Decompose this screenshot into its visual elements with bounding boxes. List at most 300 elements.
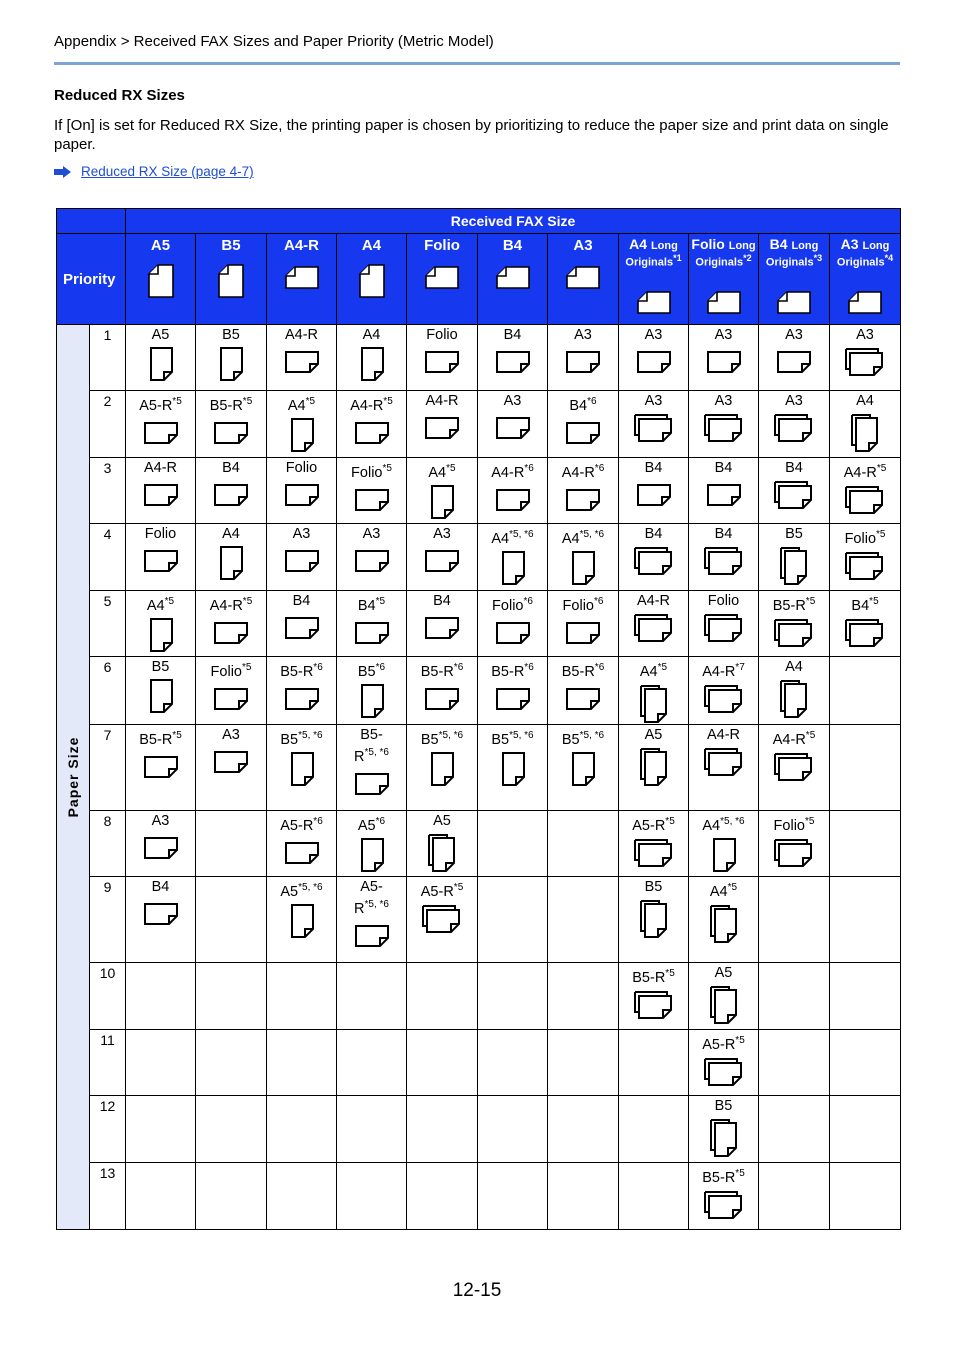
stacked-landscape-sheets-icon (633, 838, 675, 868)
paper-size-cell (337, 876, 407, 962)
size-name: A3 (714, 327, 733, 343)
paper-size-label (830, 327, 900, 344)
paper-size-cell (126, 391, 196, 458)
header-icon-wrap (337, 264, 406, 298)
paper-size-cell (407, 1029, 478, 1095)
footnote-mark: *5 (446, 463, 456, 474)
paper-size-cell (478, 1095, 548, 1162)
size-name: Folio (351, 464, 383, 481)
stacked-landscape-sheets-icon (703, 684, 745, 714)
received-fax-size-header: Received FAX Size (126, 209, 901, 234)
size-name: A5 (714, 964, 733, 981)
size-name: A3 (222, 726, 240, 743)
header-icon-wrap (759, 289, 829, 315)
footnote-mark: *6 (524, 463, 534, 474)
paper-size-cell (830, 1095, 901, 1162)
paper-size-cell (126, 325, 196, 391)
paper-size-label (267, 327, 336, 344)
paper-icon-wrap (689, 904, 758, 944)
paper-icon-wrap (759, 546, 829, 586)
paper-size-label (196, 327, 266, 344)
spacer (548, 256, 618, 264)
paper-size-cell (830, 657, 901, 725)
paper-icon-wrap (337, 684, 406, 718)
paper-size-label (689, 1098, 758, 1115)
footnote-mark: *6 (594, 463, 605, 474)
size-name: B4 (569, 397, 588, 414)
paper-size-label (478, 526, 547, 548)
paper-size-label (689, 593, 758, 610)
portrait-sheet-icon (500, 752, 526, 786)
stacked-landscape-sheets-icon (773, 752, 815, 782)
paper-size-cell (337, 1095, 407, 1162)
size-name-rest: R (354, 900, 365, 917)
paper-size-cell (478, 591, 548, 657)
paper-size-cell (689, 876, 759, 962)
landscape-sheet-icon (284, 838, 320, 864)
footnote-mark: *5 (735, 1034, 745, 1046)
originals-line (830, 253, 900, 269)
paper-size-cell (619, 657, 689, 725)
size-name: B5-R (772, 597, 806, 614)
footnote-mark: *6 (313, 662, 323, 673)
priority-number: 12 (90, 1095, 126, 1162)
paper-icon-wrap (478, 413, 547, 439)
landscape-sheet-icon (143, 418, 179, 444)
paper-size-cell (337, 1162, 407, 1229)
paper-icon-wrap (196, 480, 266, 506)
paper-size-label (548, 393, 618, 415)
paper-size-label: Paper Size (65, 736, 81, 818)
table-row (57, 391, 901, 458)
long-originals-label (619, 234, 688, 289)
paper-size-cell (196, 657, 267, 725)
paper-size-label (548, 593, 618, 615)
paper-icon-wrap (267, 838, 336, 864)
landscape-sheet-icon (143, 546, 179, 572)
paper-size-cell (689, 962, 759, 1029)
paper-size-cell (759, 1029, 830, 1095)
size-name: A3 (644, 393, 663, 409)
paper-size-cell (126, 876, 196, 962)
landscape-sheet-icon (565, 418, 601, 444)
footnote-mark: *5, *6 (509, 729, 534, 741)
paper-size-label (267, 659, 336, 681)
size-name: A3 (433, 526, 451, 542)
portrait-sheet-icon (359, 347, 385, 381)
paper-size-label (619, 813, 688, 835)
footnote-mark: *5 (383, 396, 393, 407)
paper-icon-wrap (689, 747, 758, 777)
paper-size-label (337, 727, 406, 766)
reference-link-row (54, 164, 254, 179)
paper-icon-wrap (689, 1118, 758, 1158)
footnote-mark: *5 (665, 815, 675, 827)
size-name: A3 (856, 327, 874, 343)
paper-size-cell (830, 391, 901, 458)
landscape-sheet-icon (354, 618, 390, 644)
paper-size-cell (548, 1095, 619, 1162)
table-row (57, 524, 901, 591)
landscape-sheet-icon (213, 747, 249, 773)
paper-size-cell (478, 724, 548, 810)
paper-size-label (619, 460, 688, 477)
stacked-portrait-sheets-icon (707, 904, 741, 944)
size-name: A4-R (636, 593, 671, 609)
paper-size-label (196, 526, 266, 543)
size-name: A5-R (702, 1036, 736, 1053)
size-name: B4 (433, 593, 451, 609)
paper-size-cell (619, 1162, 689, 1229)
paper-size-label (337, 593, 406, 615)
paper-size-cell (126, 724, 196, 810)
stacked-portrait-sheets-icon (637, 747, 671, 787)
paper-size-label (196, 393, 266, 415)
paper-size-cell (407, 325, 478, 391)
landscape-sheet-icon (284, 613, 320, 639)
paper-icon-wrap (407, 485, 477, 519)
paper-size-label (478, 393, 547, 410)
priority-number: 13 (90, 1162, 126, 1229)
paper-size-label (337, 879, 406, 918)
portrait-sheet-icon (289, 752, 315, 786)
stacked-landscape-sheets-icon (844, 347, 886, 377)
page-number: 12-15 (452, 1280, 502, 1301)
paper-size-label (689, 965, 758, 982)
paper-size-label (478, 327, 547, 344)
priority-number: 10 (90, 962, 126, 1029)
size-name: A3 (503, 393, 522, 409)
size-name: A5 (433, 812, 451, 829)
paper-size-cell (126, 1162, 196, 1229)
paper-icon-wrap (619, 413, 688, 443)
paper-size-label (407, 593, 477, 610)
size-name: B5 (491, 731, 510, 748)
size-name: B5 (714, 1097, 733, 1114)
priority-number: 3 (90, 458, 126, 524)
paper-size-label (759, 526, 829, 543)
paper-size-label (619, 526, 688, 543)
paper-size-cell (689, 1095, 759, 1162)
stacked-portrait-sheets-icon (707, 1118, 741, 1158)
footnote-mark: *5, *6 (579, 529, 605, 540)
paper-size-cell (689, 458, 759, 524)
landscape-sheet-icon (776, 289, 812, 315)
paper-size-cell (548, 458, 619, 524)
stacked-portrait-sheets-icon (707, 985, 741, 1025)
size-name: A4-R (425, 393, 459, 409)
paper-icon-wrap (689, 1190, 758, 1220)
paper-size-cell (830, 1029, 901, 1095)
paper-size-cell (689, 657, 759, 725)
column-size-name (759, 237, 829, 253)
paper-size-cell (759, 391, 830, 458)
paper-size-cell (689, 524, 759, 591)
paper-size-label (689, 460, 758, 477)
paper-size-label (548, 526, 618, 548)
landscape-sheet-icon (354, 485, 390, 511)
paper-icon-wrap (337, 769, 406, 795)
paper-size-cell (548, 1162, 619, 1229)
landscape-sheet-icon (143, 480, 179, 506)
paper-icon-wrap (619, 347, 688, 373)
paper-icon-wrap (478, 752, 547, 786)
size-name: B5 (420, 731, 439, 748)
paper-size-label (619, 659, 688, 681)
portrait-sheet-icon (218, 347, 244, 381)
paper-size-label (337, 813, 406, 835)
paper-icon-wrap (126, 833, 195, 859)
long-word: Long (791, 240, 819, 252)
header-icon-wrap (548, 264, 618, 290)
paper-icon-wrap (196, 347, 266, 381)
portrait-sheet-icon (570, 551, 596, 585)
landscape-sheet-icon (213, 684, 249, 710)
column-size-name (689, 237, 758, 253)
paper-size-cell (830, 1162, 901, 1229)
footnote-mark: *5 (241, 662, 252, 673)
size-name: Folio (691, 236, 725, 252)
stacked-landscape-sheets-icon (844, 551, 886, 581)
column-size-name (619, 237, 688, 253)
paper-icon-wrap (337, 546, 406, 572)
paper-size-cell (759, 724, 830, 810)
footnote-mark: *5 (172, 396, 182, 407)
portrait-sheet-icon (429, 752, 455, 786)
paper-size-label (407, 327, 477, 344)
size-name: A3 (574, 327, 592, 343)
table-row (57, 657, 901, 725)
paper-icon-wrap (759, 679, 829, 719)
paper-icon-wrap (196, 747, 266, 773)
paper-size-label (548, 460, 618, 482)
fax-size-column-header (619, 234, 689, 325)
size-name: Folio (492, 597, 524, 614)
priority-number: 4 (90, 524, 126, 591)
stacked-landscape-sheets-icon (703, 546, 745, 576)
size-name: A4 (639, 663, 658, 680)
size-name: A5 (357, 817, 376, 834)
paper-icon-wrap (830, 551, 900, 581)
paper-icon-wrap (126, 418, 195, 444)
paper-size-label (267, 879, 336, 901)
landscape-sheet-icon (495, 618, 531, 644)
paper-icon-wrap (407, 413, 477, 439)
paper-icon-wrap (126, 899, 195, 925)
footnote-mark: *7 (735, 662, 745, 673)
landscape-sheet-icon (636, 480, 672, 506)
paper-icon-wrap (267, 480, 336, 506)
paper-size-label (267, 593, 336, 610)
paper-size-cell (689, 591, 759, 657)
paper-size-cell (548, 810, 619, 876)
stacked-landscape-sheets-icon (773, 413, 815, 443)
paper-size-cell (689, 1029, 759, 1095)
size-name: A4-R (772, 731, 806, 748)
corner-cell (57, 209, 126, 234)
originals-line (689, 253, 758, 269)
footnote-mark: *5 (164, 596, 175, 607)
portrait-sheet-icon (218, 546, 244, 580)
paper-icon-wrap (407, 347, 477, 373)
column-size-name: A5 (150, 237, 171, 254)
received-fax-size-table (56, 208, 901, 1230)
paper-size-label (548, 659, 618, 681)
size-name: A3 (785, 393, 803, 409)
stacked-landscape-sheets-icon (633, 413, 675, 443)
size-name: Folio (210, 663, 242, 680)
size-name: A4-R (702, 663, 736, 680)
paper-icon-wrap (407, 546, 477, 572)
paper-size-label (689, 393, 758, 410)
size-name: B4 (503, 327, 522, 343)
footnote-mark: *5, *6 (364, 898, 389, 910)
size-name: B4 (292, 593, 311, 609)
paper-size-cell (619, 724, 689, 810)
paper-icon-wrap (689, 985, 758, 1025)
paper-size-cell (619, 591, 689, 657)
paper-size-label (407, 460, 477, 482)
paper-size-label (619, 965, 688, 987)
paper-size-cell (548, 325, 619, 391)
reduced-rx-size-link[interactable]: Reduced RX Size (page 4-7) (81, 164, 254, 179)
landscape-sheet-icon (354, 769, 390, 795)
paper-size-cell (830, 458, 901, 524)
size-name: A4 (491, 530, 510, 547)
size-name: A3 (292, 526, 311, 542)
paper-size-label (689, 526, 758, 543)
landscape-sheet-icon (213, 480, 249, 506)
paper-size-label (267, 526, 336, 543)
paper-icon-wrap (689, 347, 758, 373)
paper-size-label (759, 813, 829, 835)
paper-size-label (337, 327, 406, 344)
paper-icon-wrap (126, 679, 195, 713)
paper-size-cell (619, 810, 689, 876)
originals-word: Originals (625, 256, 674, 269)
paper-icon-wrap (689, 1057, 758, 1087)
size-name: Folio (426, 327, 458, 343)
header-icon-wrap (196, 264, 266, 298)
landscape-sheet-icon (213, 418, 249, 444)
footnote-mark: *5 (876, 529, 886, 540)
paper-size-cell (267, 1162, 337, 1229)
size-name: A4 (287, 397, 306, 414)
paper-size-label (830, 526, 900, 548)
paper-size-cell (478, 391, 548, 458)
paper-icon-wrap (126, 347, 195, 381)
header-icon-wrap (830, 289, 900, 315)
paper-icon-wrap (548, 752, 618, 786)
paper-icon-wrap (267, 347, 336, 373)
paper-size-cell (689, 1162, 759, 1229)
portrait-sheet-icon (570, 752, 596, 786)
size-name: A4-R (143, 460, 178, 476)
paper-size-cell (619, 524, 689, 591)
long-word: Long (728, 240, 756, 252)
paper-icon-wrap (337, 347, 406, 381)
size-name: A3 (714, 393, 733, 409)
long-originals-label (689, 234, 758, 289)
paper-icon-wrap (337, 618, 406, 644)
stacked-portrait-sheets-icon (637, 899, 671, 939)
size-name: Folio (773, 817, 805, 834)
footnote-mark: *5 (172, 729, 182, 741)
paper-size-cell (337, 724, 407, 810)
table-row (57, 1162, 901, 1229)
paper-size-cell (196, 810, 267, 876)
size-name: B5-R (420, 663, 454, 680)
size-name: B5 (561, 731, 580, 748)
paper-size-label (759, 460, 829, 477)
footnote-mark: *2 (743, 253, 752, 263)
size-name: B5-R (139, 731, 173, 748)
paper-icon-wrap (407, 833, 477, 873)
paper-icon-wrap (196, 418, 266, 444)
size-name: B4 (644, 460, 663, 476)
column-size-name: A4 (361, 237, 382, 254)
paper-size-cell (478, 1162, 548, 1229)
paper-icon-wrap (407, 613, 477, 639)
priority-number: 7 (90, 724, 126, 810)
paper-size-cell (337, 657, 407, 725)
paper-icon-wrap (619, 747, 688, 787)
header-icon-wrap (126, 264, 195, 298)
priority-number: 5 (90, 591, 126, 657)
paper-size-cell (478, 1029, 548, 1095)
paper-size-label (407, 659, 477, 681)
paper-icon-wrap (759, 480, 829, 510)
fax-size-column-header (126, 234, 196, 325)
paper-size-label (337, 526, 406, 543)
paper-icon-wrap (759, 752, 829, 782)
footnote-mark: *5, *6 (438, 729, 464, 741)
originals-word: Originals (695, 256, 744, 269)
size-name: A5- (360, 878, 383, 895)
paper-size-label (337, 659, 406, 681)
landscape-sheet-icon (565, 618, 601, 644)
fax-size-column-header (759, 234, 830, 325)
paper-icon-wrap (196, 618, 266, 644)
header-rule (54, 62, 900, 65)
size-name: B4 (644, 526, 663, 542)
size-name: A4 (702, 817, 721, 834)
paper-size-cell (548, 391, 619, 458)
paper-icon-wrap (548, 485, 618, 511)
column-size-name: B4 (502, 237, 523, 254)
size-name: B4 (714, 526, 733, 542)
paper-size-cell (126, 458, 196, 524)
paper-icon-wrap (548, 551, 618, 585)
paper-size-cell (407, 1095, 478, 1162)
size-name: Folio (562, 597, 594, 614)
paper-icon-wrap (196, 684, 266, 710)
footnote-mark: *5, *6 (364, 746, 389, 758)
fax-size-column-header (548, 234, 619, 325)
paper-size-cell (126, 591, 196, 657)
header-icon-wrap (478, 264, 547, 290)
paper-size-cell (619, 325, 689, 391)
size-name: B5-R (561, 663, 595, 680)
paper-size-cell (759, 810, 830, 876)
paper-size-cell (548, 657, 619, 725)
paper-size-label (126, 727, 195, 749)
paper-size-label (196, 593, 266, 615)
landscape-sheet-icon (424, 264, 460, 290)
paper-icon-wrap (407, 752, 477, 786)
paper-size-cell (619, 458, 689, 524)
size-name: A4 (709, 883, 728, 900)
